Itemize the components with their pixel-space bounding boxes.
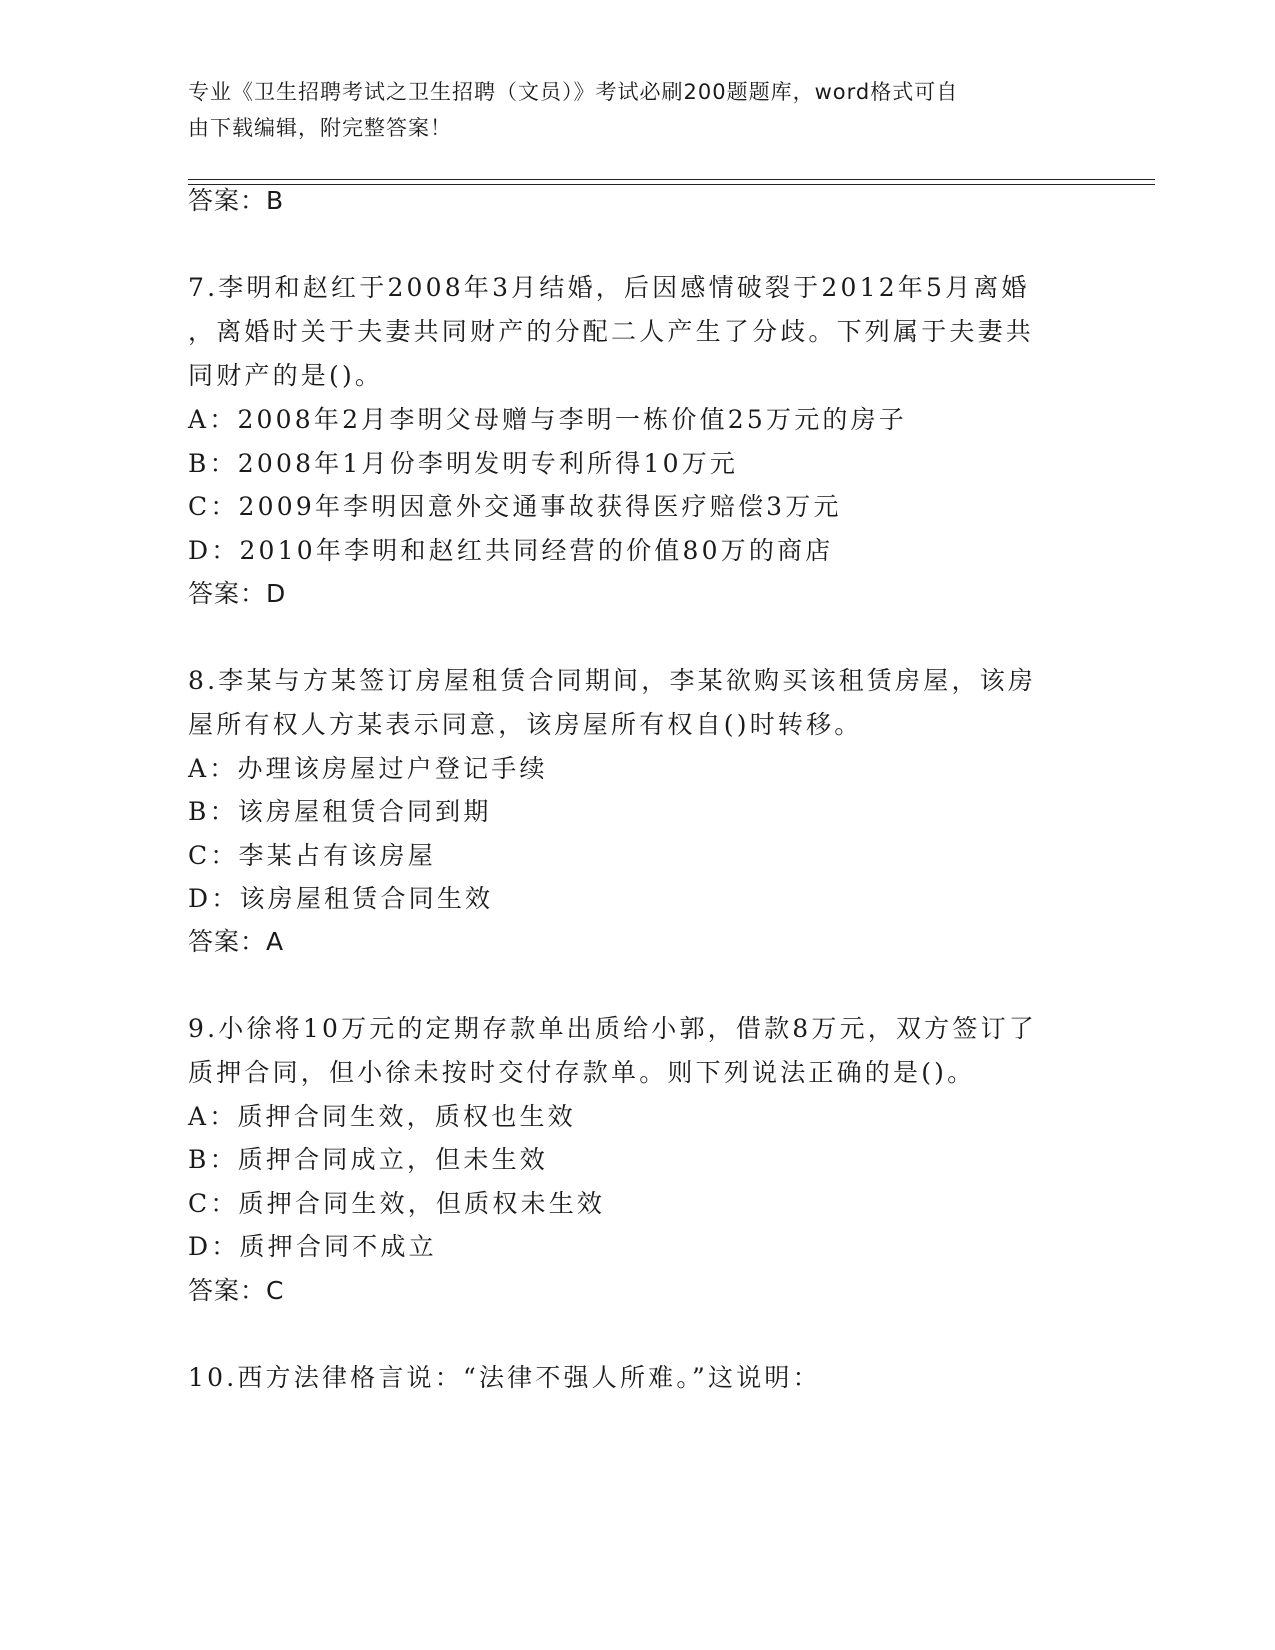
question-9-option-d: D：质押合同不成立: [188, 1232, 437, 1261]
question-7-answer: 答案：D: [188, 579, 287, 608]
question-8-answer: 答案：A: [188, 927, 285, 956]
question-9-line-1: 9.小徐将10万元的定期存款单出质给小郭，借款8万元，双方签订了: [188, 1014, 1037, 1043]
question-8-option-c: C：李某占有该房屋: [188, 841, 436, 870]
question-8-option-a: A：办理该房屋过户登记手续: [188, 754, 548, 783]
answer-prev: 答案：B: [188, 186, 285, 215]
question-10-line-1: 10.西方法律格言说：“法律不强人所难。”这说明：: [188, 1363, 821, 1392]
document-header: [188, 74, 1088, 146]
question-7-option-b: B：2008年1月份李明发明专利所得10万元: [188, 449, 739, 478]
question-7-option-d: D：2010年李明和赵红共同经营的价值80万的商店: [188, 536, 834, 565]
question-9-line-2: 质押合同，但小徐未按时交付存款单。则下列说法正确的是()。: [188, 1058, 976, 1087]
header-line-2: 由下载编辑，附完整答案！: [188, 116, 452, 140]
question-7-line-1: 7.李明和赵红于2008年3月结婚，后因感情破裂于2012年5月离婚: [188, 273, 1030, 302]
question-8-option-d: D：该房屋租赁合同生效: [188, 884, 494, 913]
header-rule-bottom: [188, 184, 1155, 185]
header-line-1: 专业《卫生招聘考试之卫生招聘（文员）》考试必刷200题题库，word格式可自: [188, 80, 959, 104]
question-7-option-c: C：2009年李明因意外交通事故获得医疗赔偿3万元: [188, 492, 842, 521]
question-9-option-b: B：质押合同成立，但未生效: [188, 1145, 548, 1174]
question-9-answer: 答案：C: [188, 1276, 285, 1305]
question-8-line-1: 8.李某与方某签订房屋租赁合同期间，李某欲购买该租赁房屋，该房: [188, 666, 1037, 695]
question-7-line-3: 同财产的是()。: [188, 361, 384, 390]
header-rule-top: [188, 179, 1155, 180]
question-7-line-2: ，离婚时关于夫妻共同财产的分配二人产生了分歧。下列属于夫妻共: [188, 317, 1035, 346]
question-9-option-c: C：质押合同生效，但质权未生效: [188, 1189, 606, 1218]
question-8-option-b: B：该房屋租赁合同到期: [188, 797, 492, 826]
question-9-option-a: A：质押合同生效，质权也生效: [188, 1102, 576, 1131]
question-8-line-2: 屋所有权人方某表示同意，该房屋所有权自()时转移。: [188, 710, 863, 739]
question-7-option-a: A：2008年2月李明父母赠与李明一栋价值25万元的房子: [188, 405, 907, 434]
